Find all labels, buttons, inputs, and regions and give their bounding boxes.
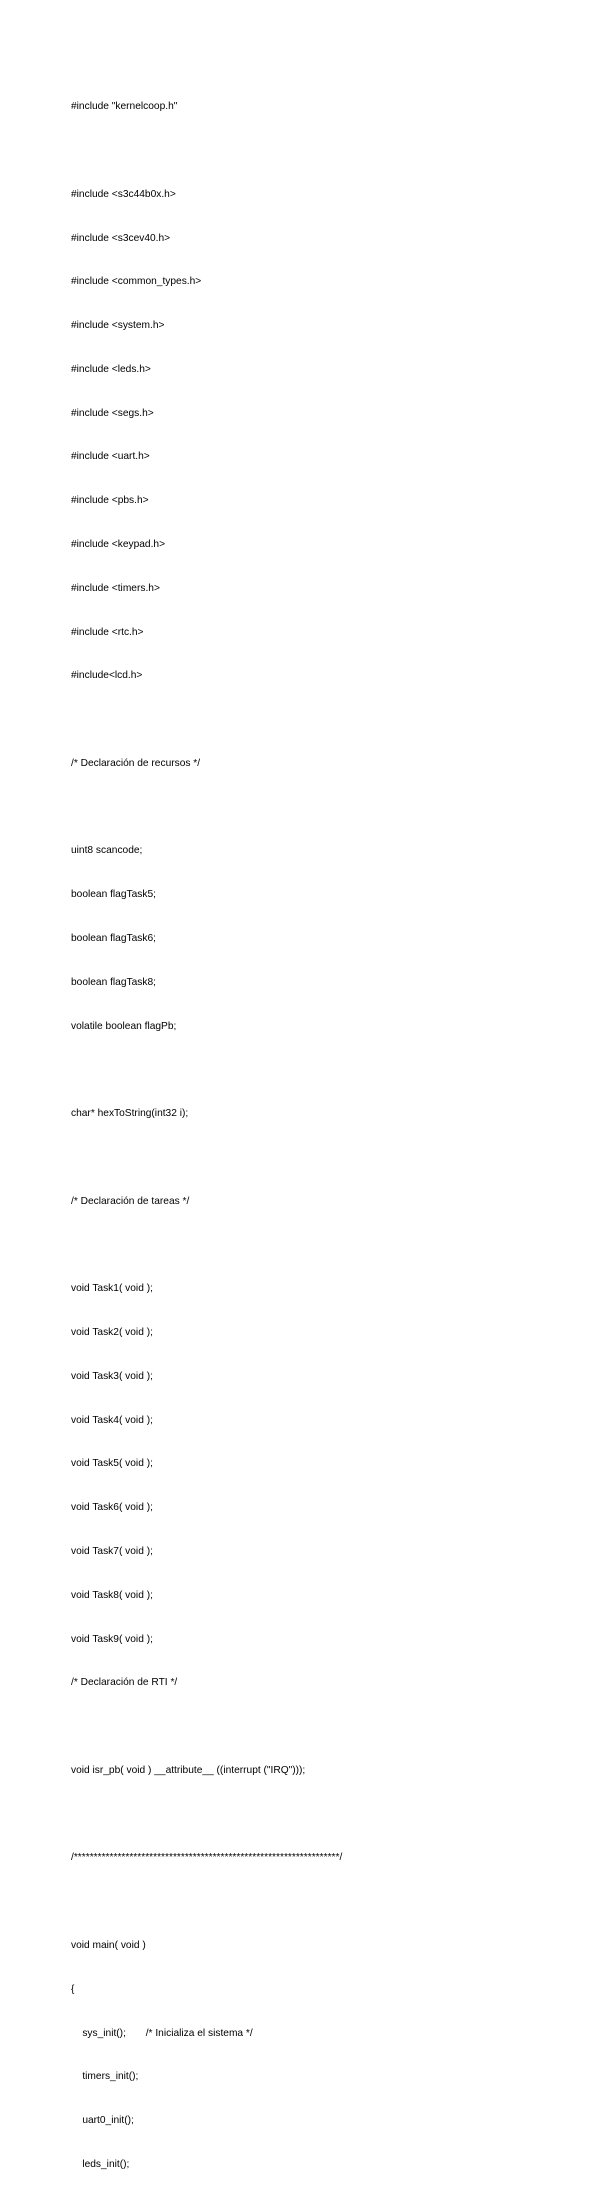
code-line: void Task4( void ); (71, 1414, 153, 1426)
code-line: #include <keypad.h> (71, 539, 166, 550)
blank-line (71, 1151, 591, 1166)
code-line: boolean flagTask8; (71, 976, 156, 988)
code-line: volatile boolean flagPb; (71, 1020, 177, 1032)
comment-line: /* Declaración de tareas */ (71, 1195, 190, 1207)
code-line: #include <segs.h> (71, 407, 154, 419)
code-line: #include<lcd.h> (71, 670, 143, 682)
code-line: #include "kernelcoop.h" (71, 101, 178, 113)
code-line: uart0_init(); (71, 2115, 134, 2127)
code-line: #include <pbs.h> (71, 495, 149, 507)
code-line: void Task8( void ); (71, 1589, 153, 1601)
code-line: void isr_pb( void ) __attribute__ ((interrupt ("IRQ"))); (71, 1764, 306, 1776)
code-line: #include <rtc.h> (71, 626, 144, 638)
code-line: boolean flagTask6; (71, 933, 156, 945)
code-line: boolean flagTask5; (71, 889, 156, 901)
comment-line: /* Declaración de recursos */ (71, 757, 201, 769)
code-line: uint8 scancode; (71, 845, 143, 857)
code-line: void Task2( void ); (71, 1327, 153, 1339)
code-line: #include <system.h> (71, 320, 165, 332)
blank-line (71, 713, 591, 728)
code-line: { (71, 1983, 75, 1995)
source-code-listing (71, 71, 591, 2202)
code-line: sys_init(); /* Inicializa el sistema */ (71, 2027, 253, 2039)
code-line: void Task7( void ); (71, 1545, 153, 1557)
code-line: timers_init(); (71, 2071, 139, 2083)
code-line: leds_init(); (71, 2158, 130, 2170)
blank-line (71, 1063, 591, 1078)
blank-line (71, 1239, 591, 1254)
code-line: void Task9( void ); (71, 1633, 153, 1645)
separator-comment-line: /*******************************************************************/ (71, 1852, 343, 1864)
code-line: void Task5( void ); (71, 1458, 153, 1470)
blank-line (71, 1808, 591, 1823)
code-line: #include <leds.h> (71, 363, 151, 375)
code-line: #include <timers.h> (71, 582, 160, 594)
code-line: #include <s3cev40.h> (71, 232, 171, 244)
blank-line (71, 144, 591, 159)
comment-line: /* Declaración de RTI */ (71, 1677, 178, 1689)
blank-line (71, 801, 591, 816)
code-line: void Task1( void ); (71, 1283, 153, 1295)
code-line: char* hexToString(int32 i); (71, 1108, 189, 1120)
code-line: #include <s3c44b0x.h> (71, 188, 176, 200)
code-line: void Task6( void ); (71, 1502, 153, 1514)
code-line: #include <uart.h> (71, 451, 150, 463)
blank-line (71, 1895, 591, 1910)
code-line: #include <common_types.h> (71, 276, 202, 288)
blank-line (71, 1720, 591, 1735)
code-line: void main( void ) (71, 1940, 146, 1951)
code-line: void Task3( void ); (71, 1370, 153, 1382)
